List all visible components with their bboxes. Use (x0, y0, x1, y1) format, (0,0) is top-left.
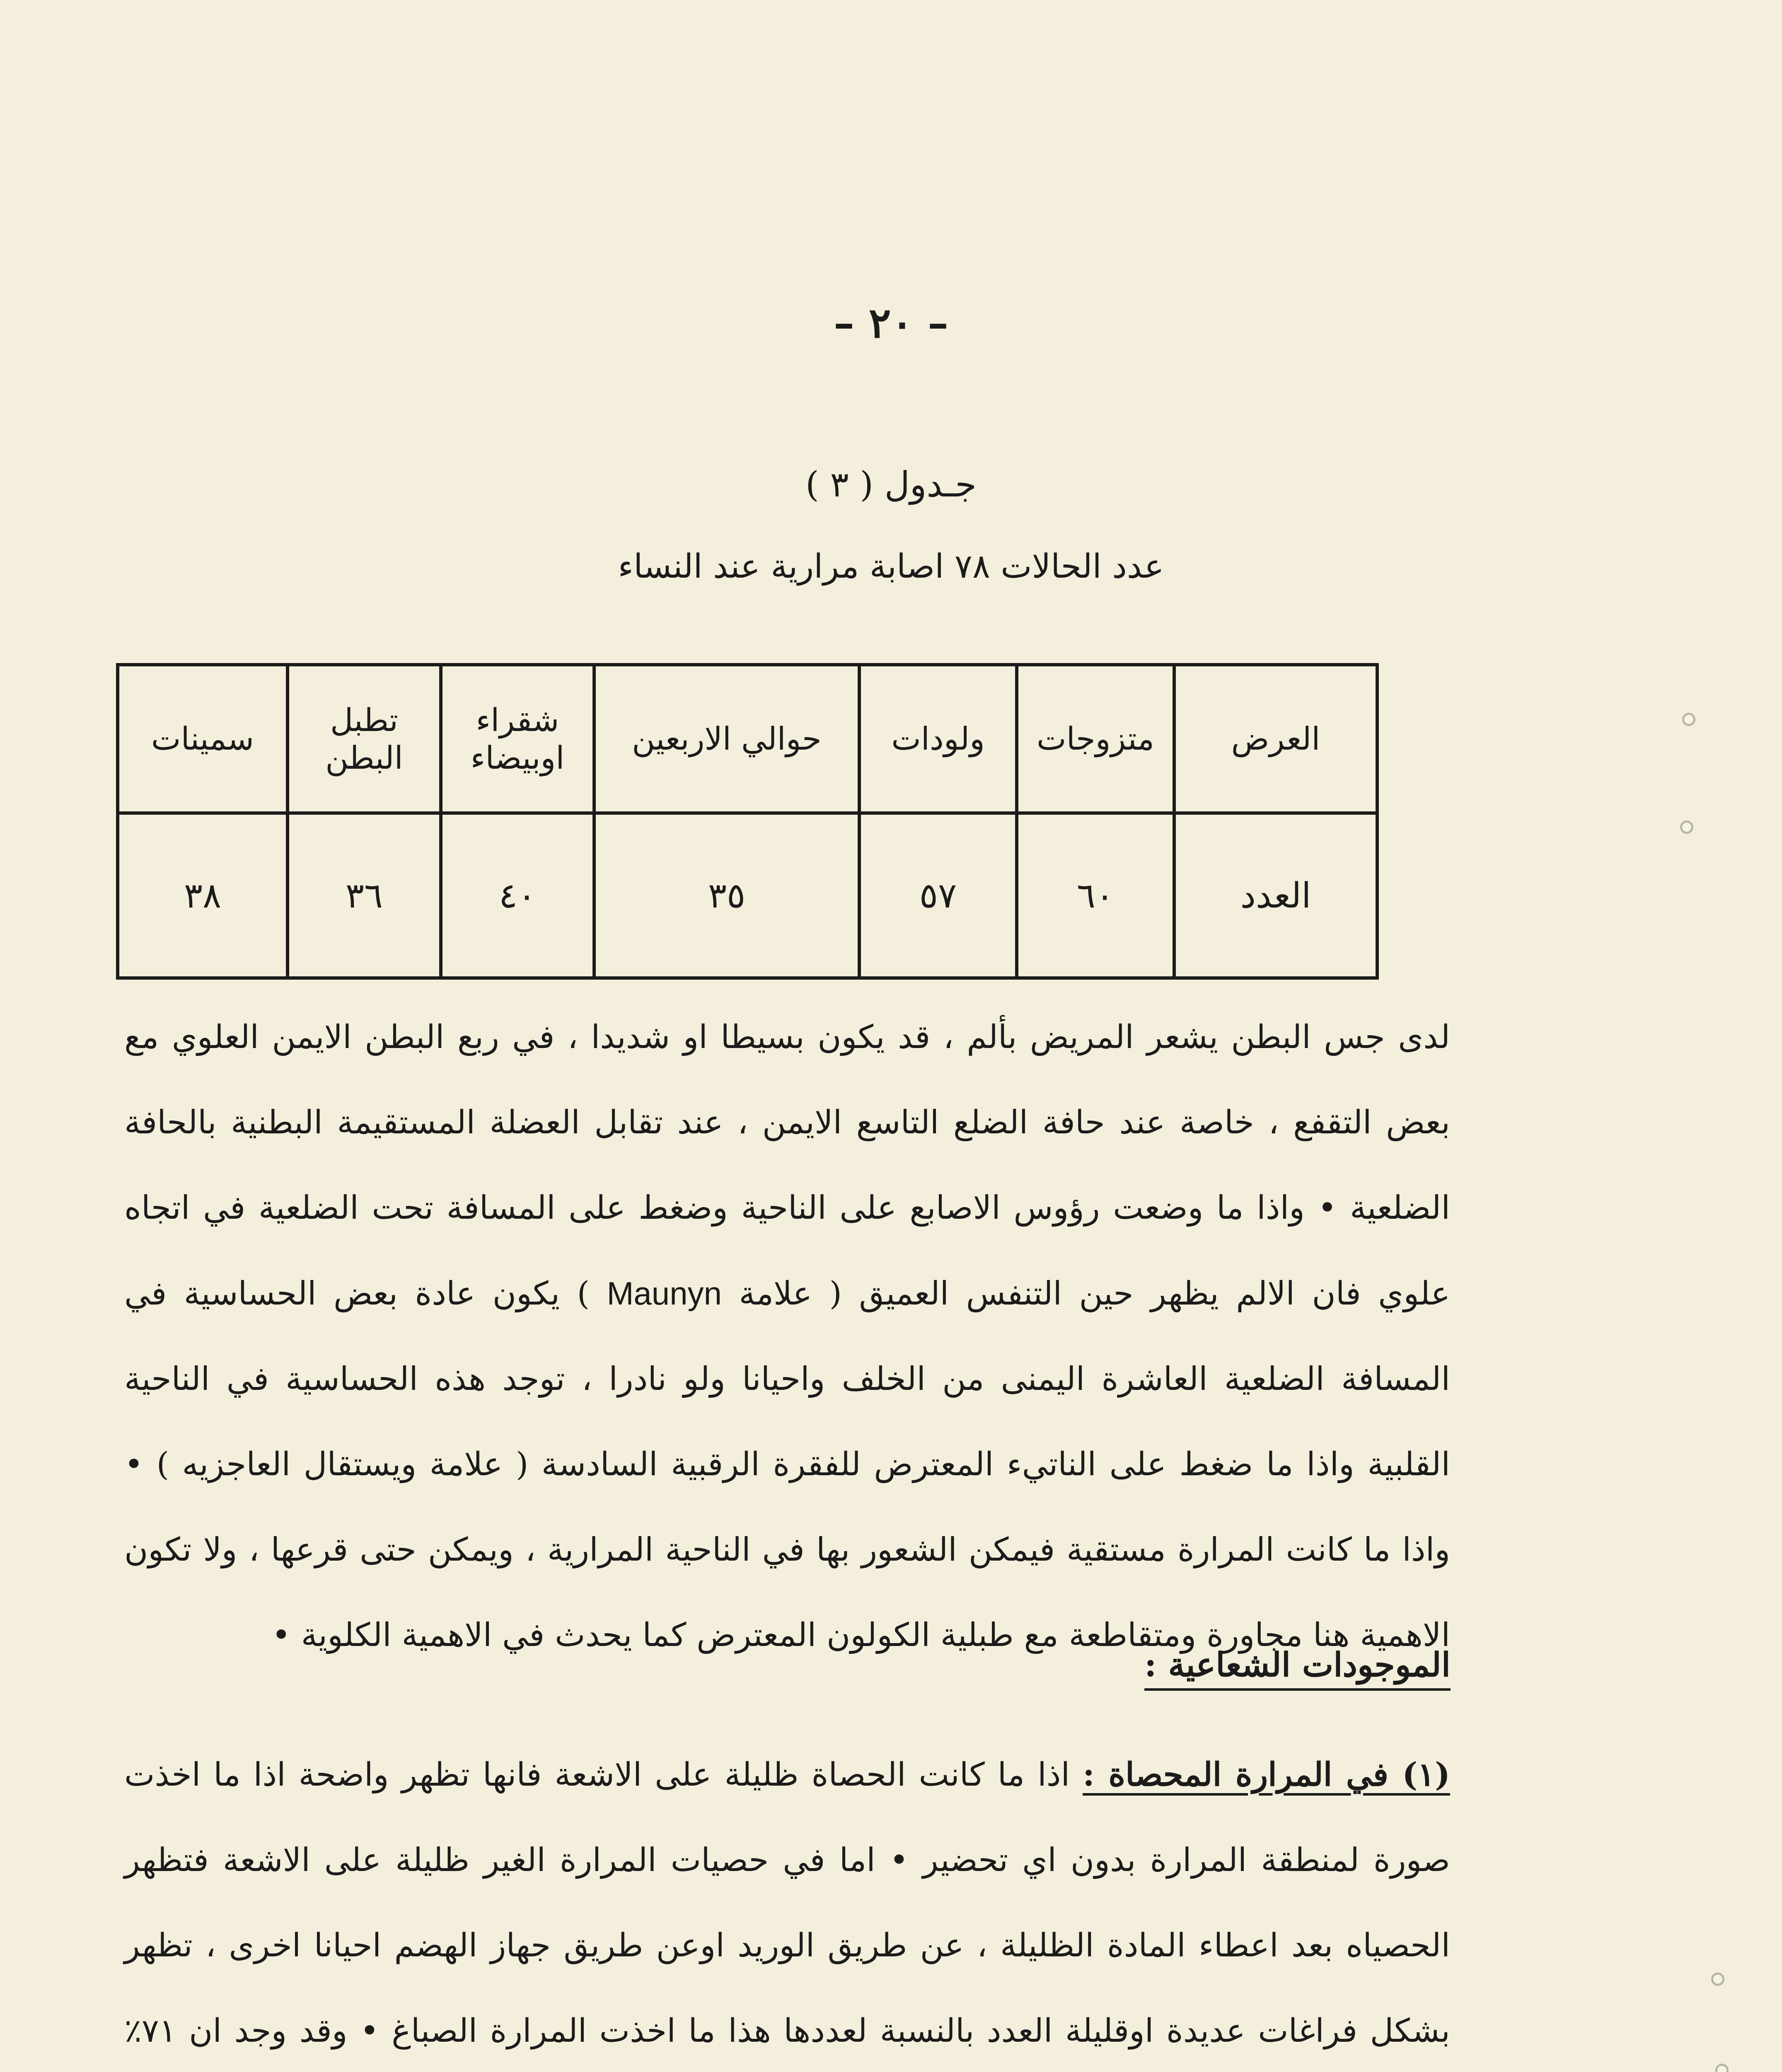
table-subtitle: عدد الحالات ٧٨ اصابة مرارية عند النساء (618, 547, 1164, 586)
punch-hole (1711, 1973, 1724, 1986)
table-header-cell: متزوجات (1017, 665, 1174, 813)
page-number: – ٢٠ – (833, 298, 949, 347)
table-header-row (118, 665, 1377, 813)
punch-hole (1680, 821, 1693, 834)
table-header-cell: العرض (1174, 665, 1377, 813)
table-header-cell: سمينات (118, 665, 288, 813)
paragraph-gallstones (124, 1732, 1450, 2072)
paragraph-examination (124, 995, 1450, 1654)
table-cell: ٣٨ (118, 813, 288, 978)
table-header-cell: شقراء اوبيضاء (441, 665, 594, 813)
latin-term: Maunyn (607, 1275, 722, 1312)
table-cell: ٣٥ (594, 813, 859, 978)
table-cell: ٥٧ (859, 813, 1017, 978)
paragraph-text: ) يكون عادة بعض الحساسية في المسافة الضلعية العاشرة اليمنى من الخلف واحيانا ولو نادرا ، توجد هذه الحساسية في الناحية القلبية واذا ما ضغط على الناتيء المعترض للفقرة الرقبية السادسة ( علامة ويستقال العاجزيه ) • واذا ما كانت المرارة مستقية فيمكن الشعور بها في الناحية المرارية ، ويمكن حتى قرعها ، ولا تكون الاهمية هنا مجاورة ومتقاطعة مع طبلية الكولون المعترض كما يحدث في الاهمية الكلوية • (124, 1275, 1450, 1654)
punch-hole (1715, 2064, 1729, 2072)
table-row-label: العدد (1174, 813, 1377, 978)
cases-table (116, 663, 1379, 980)
table-cell: ٣٦ (288, 813, 441, 978)
table-header-cell: ولودات (859, 665, 1017, 813)
table-cell: ٤٠ (441, 813, 594, 978)
table-row (118, 813, 1377, 978)
table-header-cell: تطبل البطن (288, 665, 441, 813)
section-heading: الموجودات الشعاعية : (1144, 1645, 1451, 1691)
table-title: جـدول ( ٣ ) (805, 464, 977, 505)
table-header-cell: حوالي الاربعين (594, 665, 859, 813)
paragraph-text: لدى جس البطن يشعر المريض بألم ، قد يكون بسيطا او شديدا ، في ربع البطن الايمن العلوي مع بعض التقفع ، خاصة عند حافة الضلع التاسع الايمن ، عند تقابل العضلة المستقيمة البطنية بالحافة الضلعية • واذا ما وضعت رؤوس الاصابع على الناحية وضغط على المسافة تحت الضلعية في اتجاه علوي فان الالم يظهر حين التنفس العميق ( علامة (124, 1019, 1450, 1312)
paragraph-text: اذا ما كانت الحصاة ظليلة على الاشعة فانها تظهر واضحة اذا ما اخذت صورة لمنطقة المرارة بدون اي تحضير • اما في حصيات المرارة الغير ظليلة على الاشعة فتظهر الحصياه بعد اعطاء المادة الظليلة ، عن طريق الوريد اوعن طريق جهاز الهضم احيانا اخرى ، تظهر بشكل فراغات عديدة اوقليلة العدد بالنسبة لعددها هذا ما اخذت المرارة الصباغ • وقد وجد ان ٧١٪ (124, 1756, 1450, 2050)
paragraph-lead: (١) في المرارة المحصاة : (1083, 1756, 1451, 1794)
table-cell: ٦٠ (1017, 813, 1174, 978)
punch-hole (1682, 713, 1695, 726)
